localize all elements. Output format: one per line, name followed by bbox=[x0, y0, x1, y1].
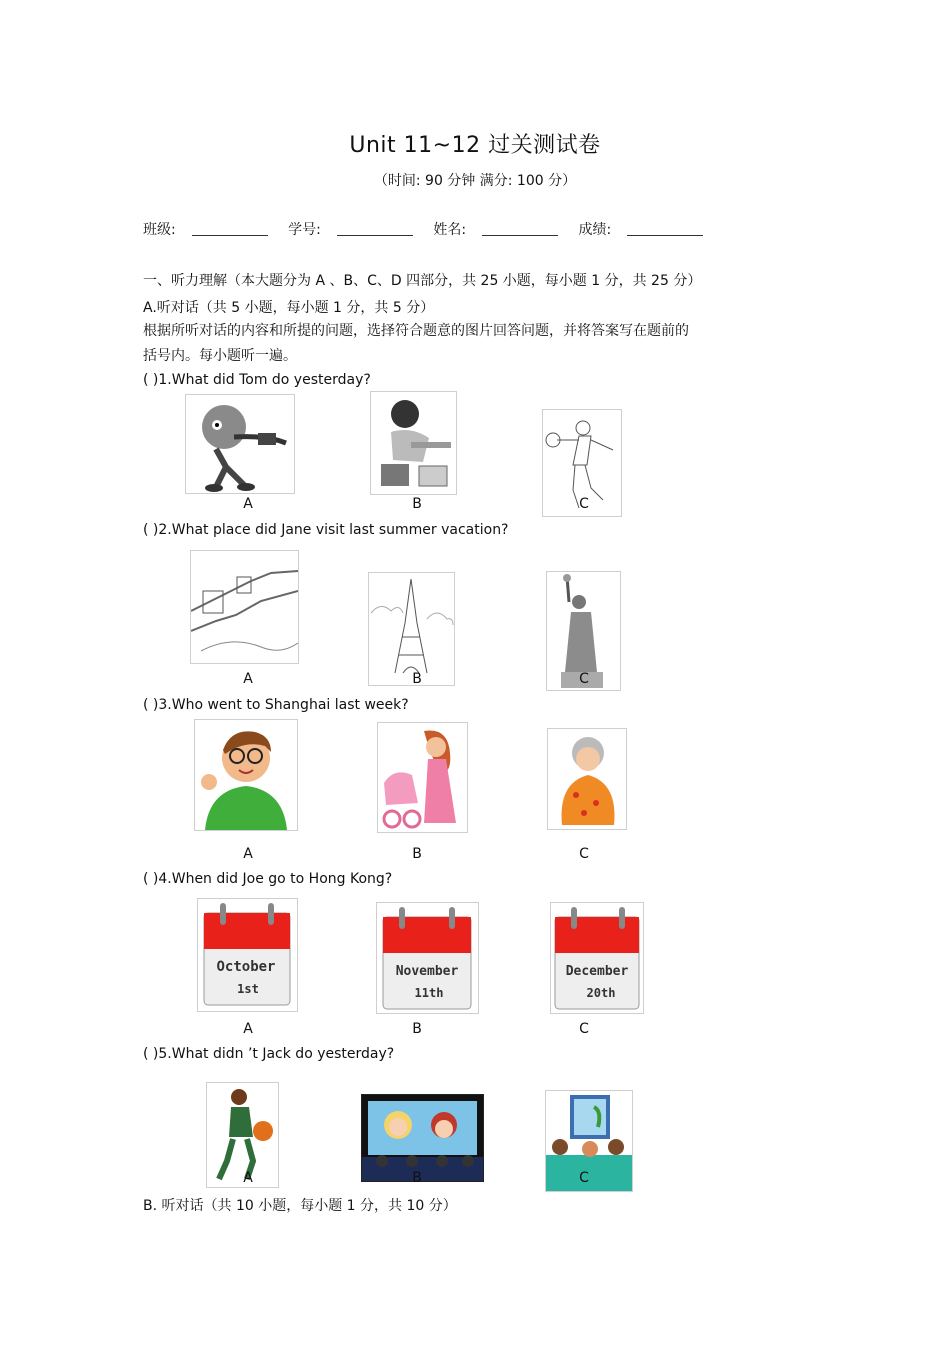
option-label: A bbox=[243, 1021, 253, 1037]
option-label: A bbox=[243, 846, 253, 862]
answer-bracket[interactable]: ( ) bbox=[143, 522, 159, 538]
partB-heading: B. 听对话（共 10 小题，每小题 1 分，共 10 分） bbox=[143, 1198, 457, 1214]
option-label: C bbox=[579, 846, 589, 862]
instruction-line1: 根据所听对话的内容和所提的问题，选择符合题意的图片回答问题，并将答案写在题前的 bbox=[143, 323, 689, 339]
option-label: B bbox=[412, 496, 422, 512]
option-label: A bbox=[243, 496, 253, 512]
section1-heading: 一、听力理解（本大题分为 A 、B、C、D 四部分，共 25 小题，每小题 1 分，共 25 分） bbox=[143, 273, 702, 289]
man-in-green-sweater-image bbox=[194, 719, 298, 831]
answer-bracket[interactable]: ( ) bbox=[143, 697, 159, 713]
calendar-december-image bbox=[550, 902, 644, 1014]
score-blank[interactable] bbox=[627, 221, 703, 236]
option-label: C bbox=[579, 1021, 589, 1037]
question-text: 5.What didn ’t Jack do yesterday? bbox=[158, 1046, 395, 1062]
grandmother-image bbox=[547, 728, 627, 830]
question-4 bbox=[143, 871, 392, 887]
answer-bracket[interactable]: ( ) bbox=[143, 871, 159, 887]
calendar-month: October bbox=[216, 959, 276, 975]
question-3 bbox=[143, 697, 409, 713]
class-blank[interactable] bbox=[192, 221, 268, 236]
number-label: 学号: bbox=[288, 222, 321, 238]
option-label: A bbox=[243, 1170, 253, 1186]
calendar-october-image bbox=[197, 898, 298, 1012]
question-text: 3.Who went to Shanghai last week? bbox=[158, 697, 409, 713]
baseball-player-image bbox=[185, 394, 295, 494]
option-label: B bbox=[412, 1170, 422, 1186]
calendar-day: 1st bbox=[237, 982, 259, 996]
calendar-month: December bbox=[565, 964, 629, 979]
class-label: 班级: bbox=[143, 222, 176, 238]
eiffel-tower-image bbox=[368, 572, 455, 686]
name-blank[interactable] bbox=[482, 221, 558, 236]
question-text: 2.What place did Jane visit last summer vacation? bbox=[158, 522, 509, 538]
option-label: C bbox=[579, 496, 589, 512]
question-1 bbox=[143, 372, 371, 388]
score-label: 成绩: bbox=[578, 222, 612, 238]
calendar-november-image bbox=[376, 902, 479, 1014]
student-info-row bbox=[143, 219, 719, 239]
calendar-month: November bbox=[395, 964, 459, 979]
answer-bracket[interactable]: ( ) bbox=[143, 1046, 159, 1062]
name-label: 姓名: bbox=[433, 222, 467, 238]
page-title: Unit 11~12 过关测试卷 bbox=[349, 133, 601, 158]
option-label: B bbox=[412, 846, 422, 862]
option-label: C bbox=[579, 1170, 589, 1186]
question-2 bbox=[143, 522, 509, 538]
option-label: A bbox=[243, 671, 253, 687]
question-text: 1.What did Tom do yesterday? bbox=[158, 372, 371, 388]
partA-heading: A.听对话（共 5 小题，每小题 1 分，共 5 分） bbox=[143, 300, 435, 316]
answer-bracket[interactable]: ( ) bbox=[143, 372, 159, 388]
watching-movie-image bbox=[361, 1094, 484, 1182]
question-text: 4.When did Joe go to Hong Kong? bbox=[158, 871, 393, 887]
instruction-line2: 括号内。每小题听一遍。 bbox=[143, 348, 297, 364]
option-label: B bbox=[412, 671, 422, 687]
option-label: B bbox=[412, 1021, 422, 1037]
great-wall-image bbox=[190, 550, 299, 664]
number-blank[interactable] bbox=[337, 221, 413, 236]
option-label: C bbox=[579, 671, 589, 687]
calendar-day: 20th bbox=[586, 986, 616, 1000]
boy-doing-homework-image bbox=[370, 391, 457, 495]
question-5 bbox=[143, 1046, 394, 1062]
page-subtitle: （时间: 90 分钟 满分: 100 分） bbox=[373, 173, 577, 189]
woman-with-pram-image bbox=[377, 722, 468, 833]
calendar-day: 11th bbox=[414, 986, 444, 1000]
